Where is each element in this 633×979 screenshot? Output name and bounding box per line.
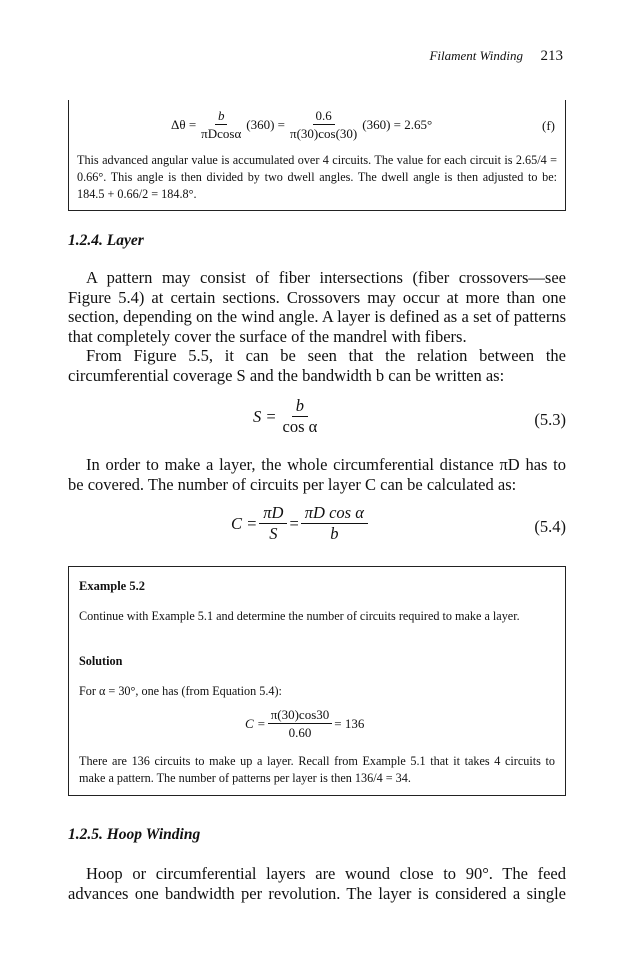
- fraction-example: [268, 707, 333, 740]
- frac-numerator: πD: [259, 503, 287, 524]
- example-problem: Continue with Example 5.1 and determine the number of circuits required to make a layer.: [79, 609, 520, 623]
- frac-numerator: b: [215, 108, 228, 125]
- equation-label: (5.4): [534, 517, 566, 536]
- box-paragraph: This advanced angular value is accumulated over 4 circuits. The value for each circuit is 2.65/4 = 0.66°. This angle is then divided by two dwell angles. The dwell angle is then adjusted to be: 184.5 + 0.66/2 = 184.8°.: [77, 153, 557, 201]
- equation-5-3: [68, 396, 566, 446]
- example-equation: [69, 707, 565, 740]
- eq-equals: =: [289, 513, 299, 533]
- paragraph: In order to make a layer, the whole circumferential distance πD has to be covered. The number of circuits per layer C can be calculated as:: [68, 455, 566, 494]
- equation-body: [253, 396, 323, 437]
- section-heading-hoop-winding: 1.2.5. Hoop Winding: [68, 826, 201, 843]
- section-heading-layer: 1.2.4. Layer: [68, 232, 144, 249]
- frac-denominator: πDcosα: [201, 126, 242, 141]
- paragraph: A pattern may consist of fiber intersections (fiber crossovers—see Figure 5.4) at certain sections. Crossovers may occur at more than one section, depending on the wind angle. A layer is defined as a set of patterns that completely cover the surface of the mandrel with fibers.: [68, 268, 566, 346]
- eq-lhs: S =: [253, 406, 277, 426]
- frac-numerator: πD cos α: [301, 503, 368, 524]
- frac-numerator: π(30)cos30: [268, 707, 333, 724]
- hoop-paragraph: [68, 864, 566, 903]
- circumference-paragraph: [68, 455, 566, 494]
- example-conclusion: There are 136 circuits to make up a layer. Recall from Example 5.1 that it takes 4 circuits to make a pattern. The number of patterns per layer is then 136/4 = 34.: [79, 754, 555, 785]
- continued-example-box: [68, 100, 566, 211]
- running-header: [429, 48, 563, 65]
- example-5-2-box: [68, 566, 566, 796]
- layer-paragraphs: [68, 268, 566, 385]
- chapter-title: Filament Winding: [429, 48, 523, 63]
- eq-lhs: C =: [231, 513, 258, 533]
- fraction-b-over-piDcos: [198, 108, 244, 141]
- eq-lhs: Δθ =: [171, 116, 197, 132]
- fraction-b-over-cos: [279, 396, 322, 437]
- eq-result: (360) = 2.65°: [362, 116, 433, 132]
- equation-5-4: [68, 503, 566, 553]
- frac-numerator: 0.6: [313, 108, 335, 125]
- delta-theta-equation: [69, 108, 565, 141]
- fraction-piDcos-over-b: [301, 503, 368, 544]
- fraction-numeric: [287, 108, 360, 141]
- frac-denominator: 0.60: [288, 725, 312, 740]
- page-number: 213: [540, 48, 563, 64]
- solution-label: Solution: [79, 654, 123, 668]
- equation-body: [231, 503, 370, 544]
- frac-denominator: cos α: [282, 417, 318, 436]
- frac-denominator: b: [330, 524, 339, 543]
- fraction-piD-over-S: [259, 503, 287, 544]
- equation-label: (f): [542, 118, 555, 133]
- eq-mid: (360) =: [246, 116, 286, 132]
- paragraph: From Figure 5.5, it can be seen that the relation between the circumferential coverage S and the bandwidth b can be written as:: [68, 346, 566, 385]
- frac-denominator: π(30)cos(30): [290, 126, 358, 141]
- equation-label: (5.3): [534, 410, 566, 429]
- frac-denominator: S: [269, 524, 278, 543]
- paragraph: Hoop or circumferential layers are wound close to 90°. The feed advances one bandwidth per revolution. The layer is considered a single: [68, 864, 566, 903]
- eq-lhs: C =: [245, 715, 266, 731]
- eq-result: = 136: [334, 715, 365, 731]
- frac-numerator: b: [292, 396, 308, 417]
- solution-intro: For α = 30°, one has (from Equation 5.4):: [79, 684, 282, 698]
- example-title: Example 5.2: [79, 579, 145, 593]
